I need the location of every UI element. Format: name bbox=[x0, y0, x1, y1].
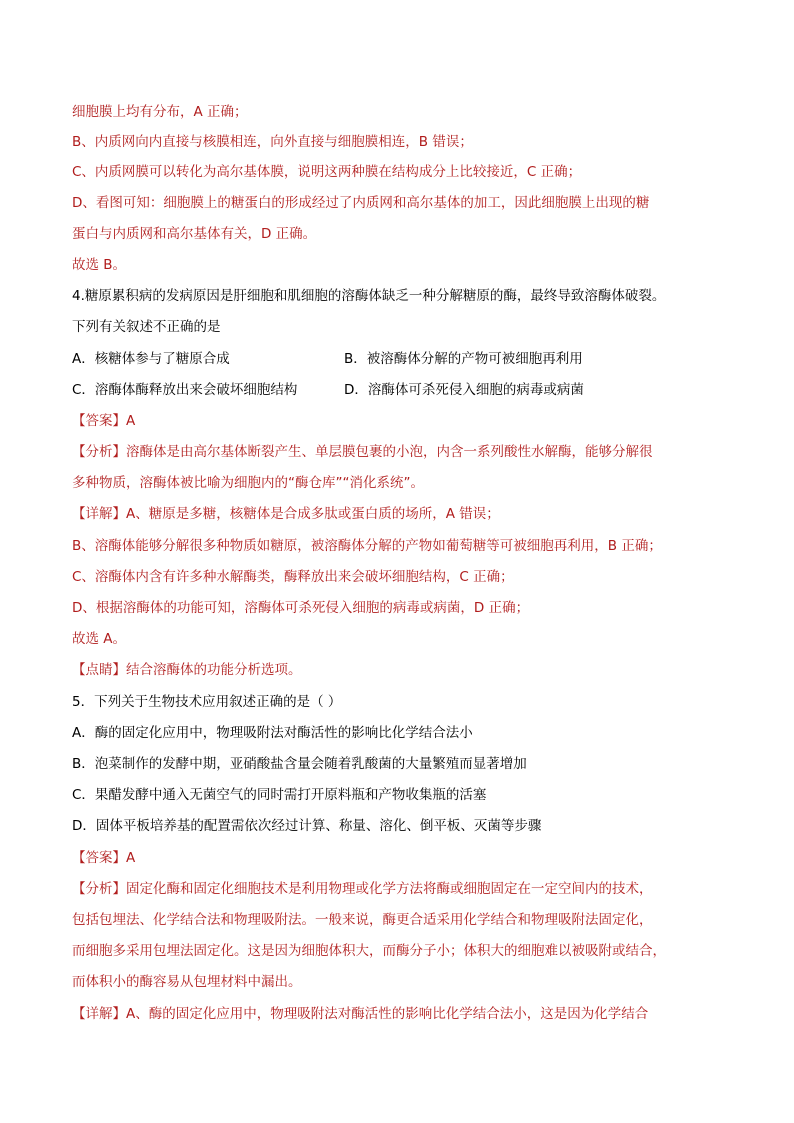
answer-value: A bbox=[126, 413, 136, 429]
q4-note bbox=[72, 660, 302, 680]
q4-detail-line: B、溶酶体能够分解很多种物质如糖原，被溶酶体分解的产物如葡萄糖等可被细胞再利用，B 正确； bbox=[72, 538, 662, 554]
analysis-tag: 【分析】 bbox=[72, 444, 126, 460]
q4-detail-line: C、溶酶体内含有许多种水解酶类，酶释放出来会破坏细胞结构，C 正确； bbox=[72, 569, 514, 585]
q4-option-b: B．被溶酶体分解的产物可被细胞再利用 bbox=[344, 351, 583, 367]
analysis-text: 固定化酶和固定化细胞技术是利用物理或化学方法将酶或细胞固定在一定空间内的技术， bbox=[126, 881, 653, 897]
q4-stem: 下列有关叙述不正确的是 bbox=[72, 319, 221, 335]
q4-options-row bbox=[72, 380, 584, 400]
q5-option-d: D．固体平板培养基的配置需依次经过计算、称量、溶化、倒平板、灭菌等步骤 bbox=[72, 818, 542, 834]
analysis-text: 溶酶体是由高尔基体断裂产生、单层膜包裹的小泡，内含一系列酸性水解酶，能够分解很 bbox=[126, 444, 653, 460]
q5-stem: 5．下列关于生物技术应用叙述正确的是（ ） bbox=[72, 694, 342, 710]
q5-option-b: B．泡菜制作的发酵中期，亚硝酸盐含量会随着乳酸菌的大量繁殖而显著增加 bbox=[72, 756, 527, 772]
detail-text: A、糖原是多糖，核糖体是合成多肽或蛋白质的场所，A 错误； bbox=[126, 506, 500, 522]
note-text: 结合溶酶体的功能分析选项。 bbox=[126, 662, 302, 678]
q4-answer bbox=[72, 411, 135, 431]
detail-tag: 【详解】 bbox=[72, 1006, 126, 1022]
q4-option-a: A．核糖体参与了糖原合成 bbox=[72, 351, 230, 367]
answer-tag: 【答案】 bbox=[72, 850, 126, 866]
q4-options-row bbox=[72, 349, 583, 369]
q3-explanation-line: B、内质网向内直接与核膜相连，向外直接与细胞膜相连，B 错误； bbox=[72, 134, 473, 150]
q5-analysis-line: 包括包埋法、化学结合法和物理吸附法。一般来说，酶更合适采用化学结合和物理吸附法固定化， bbox=[72, 912, 653, 928]
q3-explanation-line: 细胞膜上均有分布，A 正确； bbox=[72, 104, 248, 120]
q3-explanation-line: 蛋白与内质网和高尔基体有关，D 正确。 bbox=[72, 226, 317, 242]
q5-analysis bbox=[72, 879, 653, 899]
q4-choose: 故选 A。 bbox=[72, 631, 127, 647]
note-tag: 【点睛】 bbox=[72, 662, 126, 678]
analysis-tag: 【分析】 bbox=[72, 881, 126, 897]
q5-detail bbox=[72, 1004, 648, 1024]
q5-analysis-line: 而细胞多采用包埋法固定化。这是因为细胞体积大，而酶分子小；体积大的细胞难以被吸附或结合， bbox=[72, 943, 666, 959]
q4-detail-line: D、根据溶酶体的功能可知，溶酶体可杀死侵入细胞的病毒或病菌，D 正确； bbox=[72, 600, 530, 616]
answer-tag: 【答案】 bbox=[72, 413, 126, 429]
detail-tag: 【详解】 bbox=[72, 506, 126, 522]
q3-choose: 故选 B。 bbox=[72, 257, 127, 273]
q3-explanation-line: C、内质网膜可以转化为高尔基体膜，说明这两种膜在结构成分上比较接近，C 正确； bbox=[72, 164, 582, 180]
q4-analysis-line: 多种物质，溶酶体被比喻为细胞内的“酶仓库”“消化系统”。 bbox=[72, 475, 424, 491]
q5-option-c: C．果醋发酵中通入无菌空气的同时需打开原料瓶和产物收集瓶的活塞 bbox=[72, 787, 487, 803]
detail-text: A、酶的固定化应用中，物理吸附法对酶活性的影响比化学结合法小，这是因为化学结合 bbox=[126, 1006, 649, 1022]
q5-answer bbox=[72, 848, 135, 868]
q4-stem: 4.糖原累积病的发病原因是肝细胞和肌细胞的溶酶体缺乏一种分解糖原的酶，最终导致溶酶体破裂。 bbox=[72, 288, 666, 304]
q4-detail bbox=[72, 504, 500, 524]
q5-option-a: A．酶的固定化应用中，物理吸附法对酶活性的影响比化学结合法小 bbox=[72, 725, 473, 741]
q4-option-d: D．溶酶体可杀死侵入细胞的病毒或病菌 bbox=[344, 382, 584, 398]
answer-value: A bbox=[126, 850, 136, 866]
q4-analysis bbox=[72, 442, 653, 462]
q5-analysis-line: 而体积小的酶容易从包埋材料中漏出。 bbox=[72, 974, 302, 990]
q4-option-c: C．溶酶体酶释放出来会破坏细胞结构 bbox=[72, 382, 298, 398]
q3-explanation-line: D、看图可知：细胞膜上的糖蛋白的形成经过了内质网和高尔基体的加工，因此细胞膜上出现的糖 bbox=[72, 195, 650, 211]
